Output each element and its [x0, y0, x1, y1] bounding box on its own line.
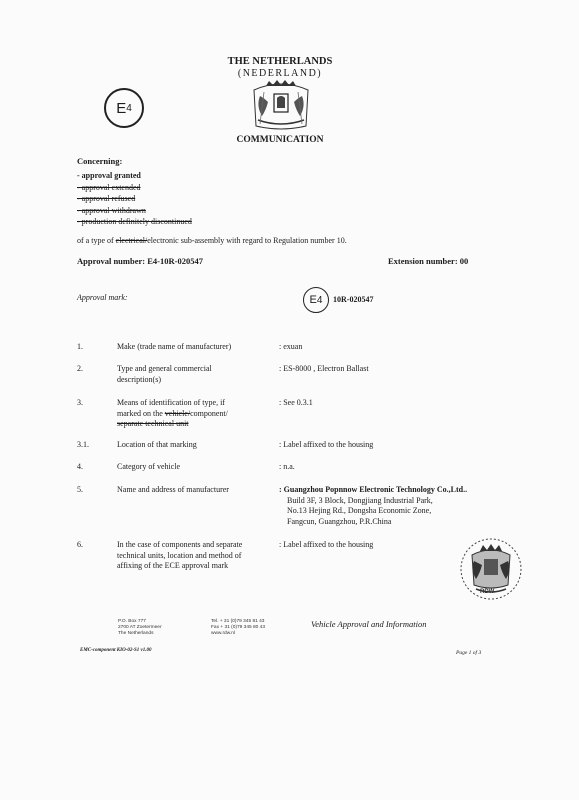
e-mark-logo	[104, 88, 144, 128]
footer-contact: Tel. + 31 (0)79 345 81 43 Fax + 31 (0)79 345 80 43 www.rdw.nl	[211, 619, 266, 636]
item-number: 5.	[77, 485, 83, 494]
item-label: Type and general commercial description(s)	[117, 364, 212, 384]
country-name: THE NETHERLANDS	[227, 56, 333, 67]
regulation-line: of a type of electrical/electronic sub-assembly with regard to Regulation number 10.	[77, 236, 347, 245]
e-mark-number: 4	[126, 102, 132, 114]
item-value: : Label affixed to the housing	[279, 440, 374, 449]
item-value: : See 0.3.1	[279, 398, 313, 407]
item-number: 2.	[77, 364, 83, 373]
item-number: 1.	[77, 342, 83, 351]
status-option: - approval refused	[77, 194, 136, 203]
approval-mark-label: Approval mark:	[77, 293, 128, 302]
footer-address: P.O. Box 777 2700 AT Zoetermeer The Netherlands	[118, 619, 162, 636]
document-title: COMMUNICATION	[236, 135, 324, 145]
item-number: 4.	[77, 462, 83, 471]
struck-text: separate technical unit	[117, 419, 189, 428]
item-value: : n.a.	[279, 462, 295, 471]
document-code: EMC-component KIO-02-S1 v1.00	[80, 648, 152, 653]
item-label: Means of identification of type, if marked on the vehicle/component/ separate technical unit	[117, 398, 277, 430]
item-number: 6.	[77, 540, 83, 549]
item-value: : exuan	[279, 342, 303, 351]
item-label: Category of vehicle	[117, 462, 181, 471]
item-value: : ES-8000 , Electron Ballast	[279, 364, 369, 373]
approval-number: Approval number: E4-10R-020547	[77, 256, 203, 266]
approval-mark-code: 10R-020547	[333, 295, 374, 304]
coat-of-arms-icon	[246, 80, 316, 132]
struck-text: vehicle/	[164, 408, 191, 418]
extension-number: Extension number: 00	[388, 256, 469, 266]
item-label: In the case of components and separate technical units, location and method of affixing of the ECE approval mark	[117, 540, 243, 570]
status-option: - approval withdrawn	[77, 205, 146, 215]
item-value: : Guangzhou Popnnow Electronic Technology Co.,Ltd.. Build 3F, 3 Block, Dongjiang Industrial Park, No.13 Hejing Rd., Dongsha Economic Zone, Fangcun, Guangzhou, P.R.China	[279, 485, 468, 526]
e-mark-letter: E	[116, 99, 127, 117]
status-option: - production definitely discontinued	[77, 217, 192, 226]
organization-name: Vehicle Approval and Information	[311, 619, 427, 629]
stamp-label: RDW	[480, 589, 495, 595]
item-value: : Label affixed to the housing	[279, 540, 374, 549]
struck-text: electrical/	[115, 236, 148, 245]
item-number: 3.	[77, 398, 83, 407]
status-option: - approval granted	[77, 171, 141, 180]
item-number: 3.1.	[77, 440, 89, 449]
item-label: Location of that marking	[117, 440, 197, 449]
item-label: Make (trade name of manufacturer)	[117, 342, 232, 351]
approval-mark-icon: E 4	[303, 287, 329, 313]
status-options	[77, 170, 192, 228]
page-number: Page 1 of 3	[456, 650, 482, 656]
concerning-label: Concerning:	[77, 156, 123, 166]
country-native-name: (NEDERLAND)	[237, 68, 323, 79]
status-option: - approval extended	[77, 182, 141, 192]
item-label: Name and address of manufacturer	[117, 485, 229, 494]
